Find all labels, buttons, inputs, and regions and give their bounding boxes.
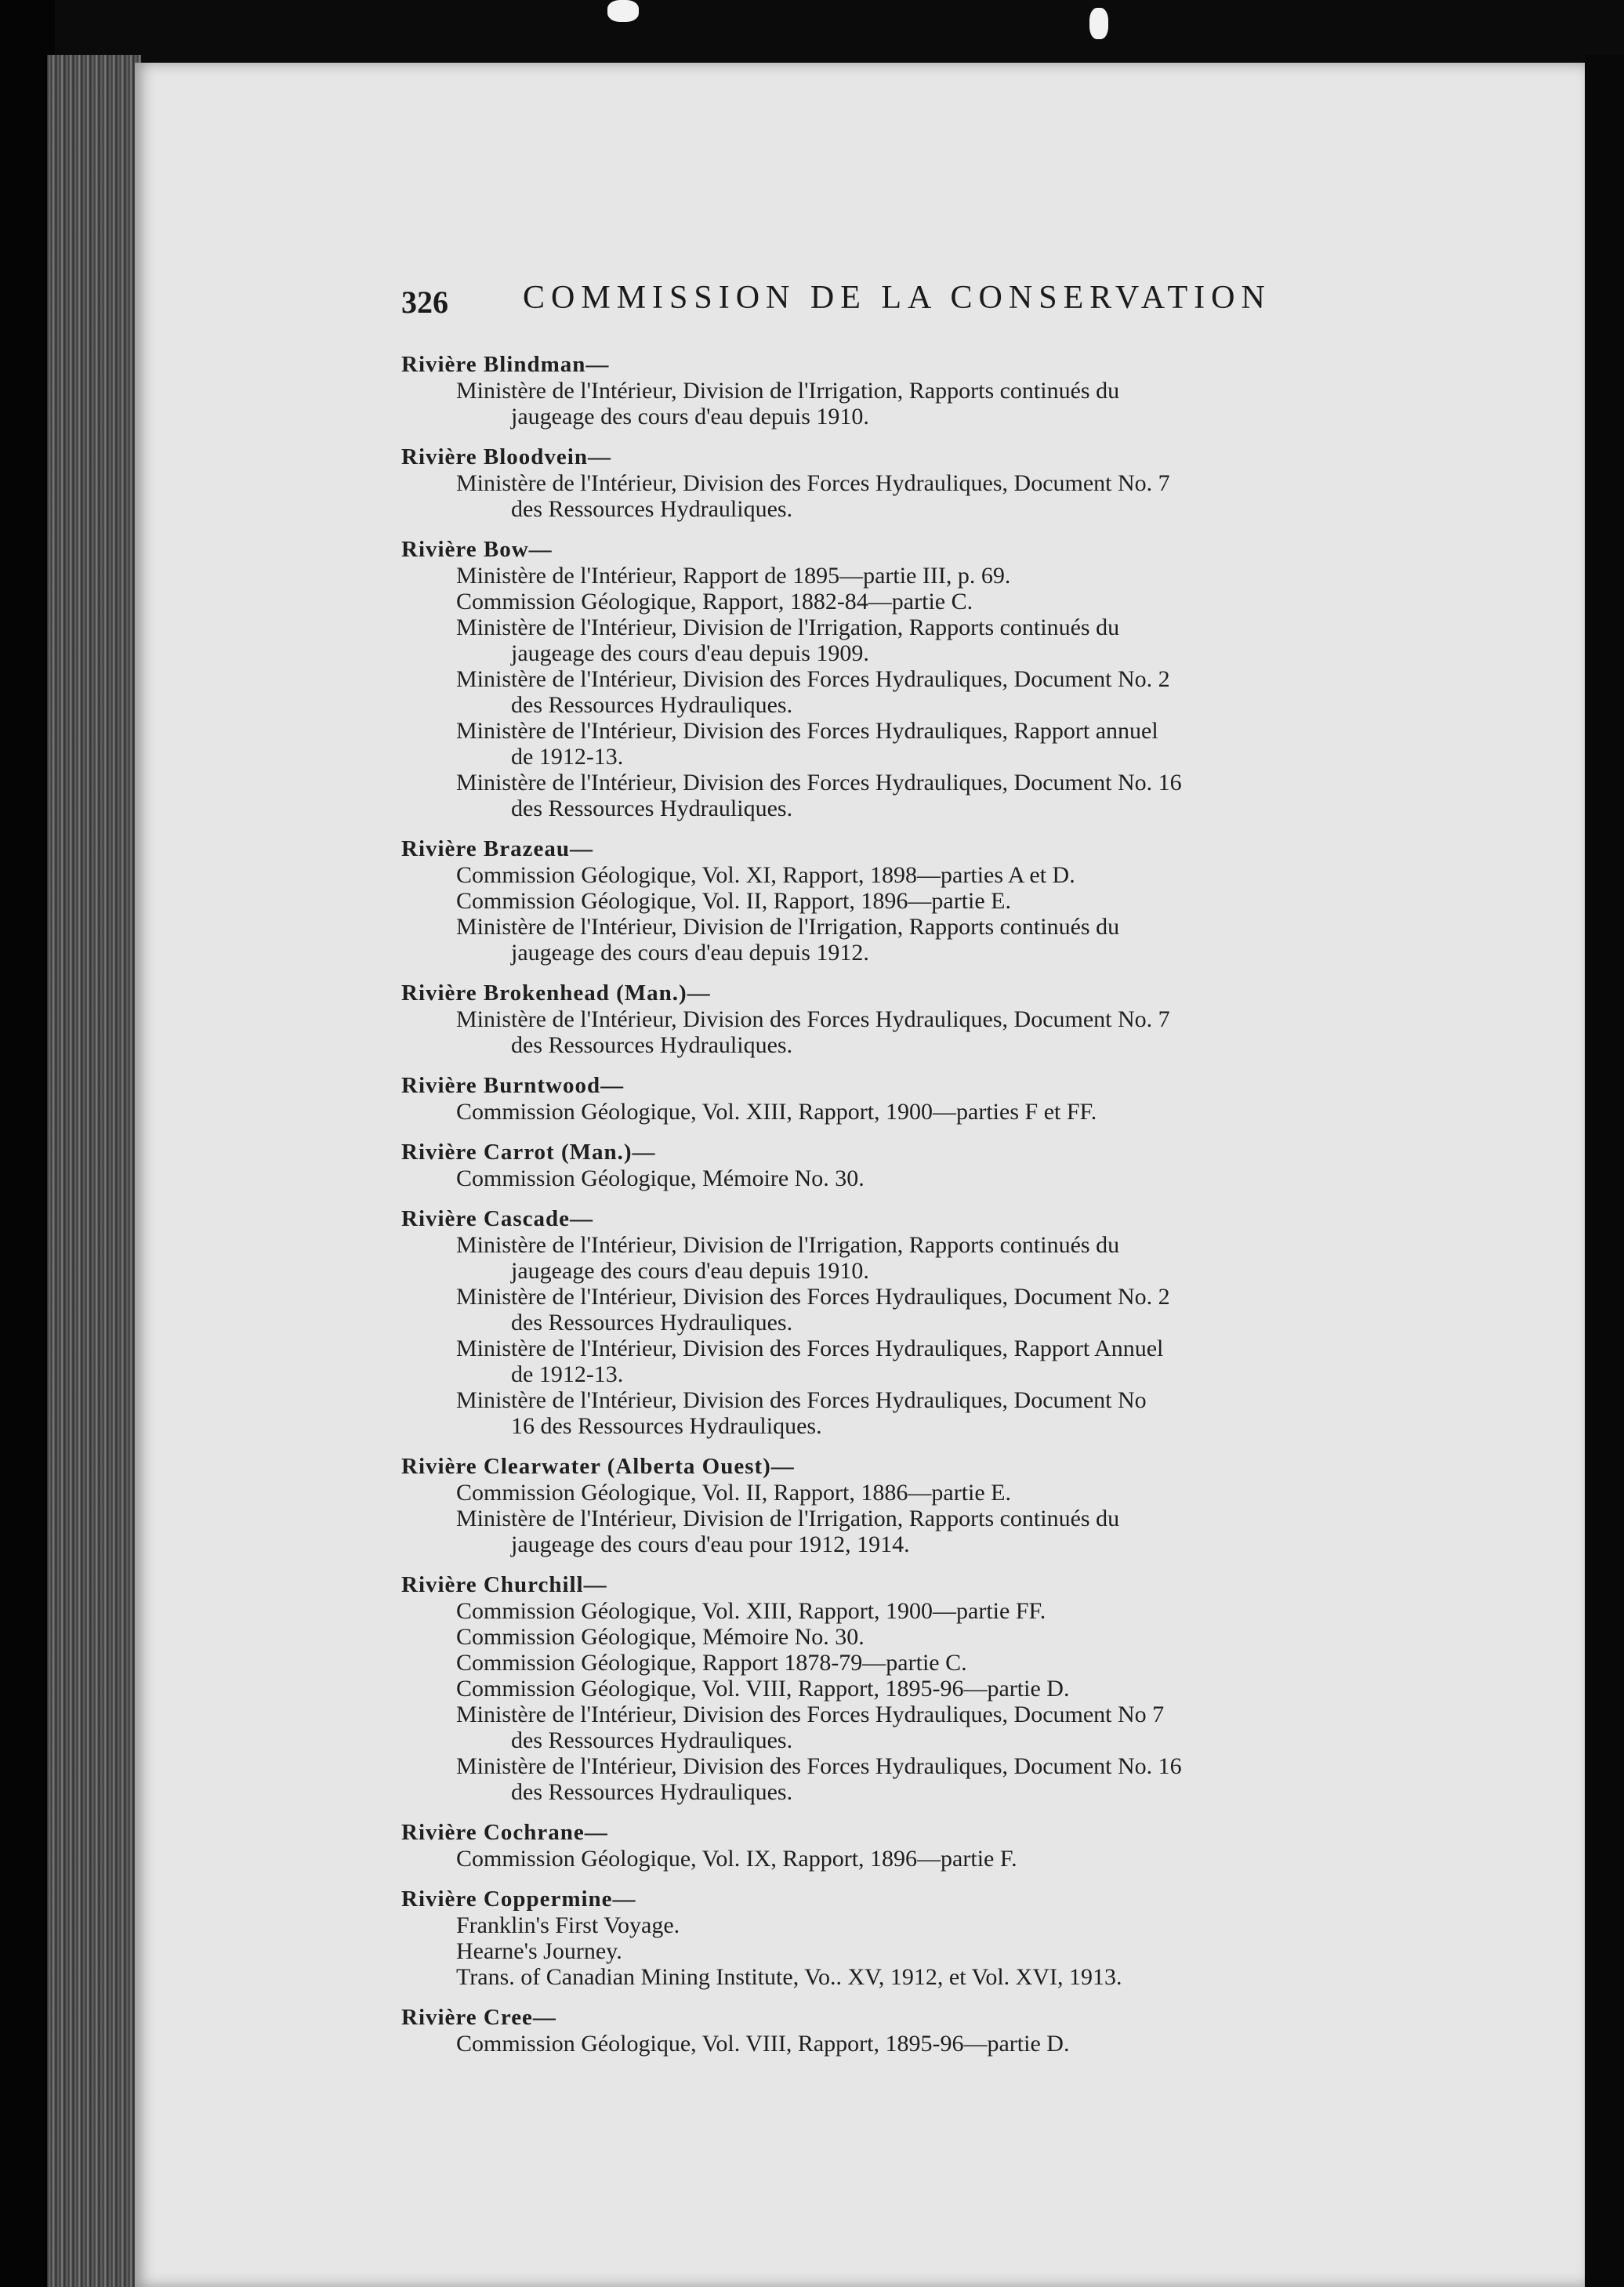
river-entry bbox=[401, 980, 1389, 1058]
reference-line: Ministère de l'Intérieur, Division des Forces Hydrauliques, Document No 7 bbox=[456, 1702, 1165, 1727]
reference-item bbox=[456, 1624, 1389, 1650]
entry-heading: Rivière Brazeau— bbox=[401, 836, 593, 861]
film-edge-right bbox=[1585, 55, 1624, 2287]
running-title: COMMISSION DE LA CONSERVATION bbox=[523, 280, 1271, 316]
entry-heading: Rivière Bow— bbox=[401, 537, 553, 562]
reference-line: Ministère de l'Intérieur, Division des Forces Hydrauliques, Rapport Annuel bbox=[456, 1336, 1164, 1361]
entry-heading: Rivière Brokenhead (Man.)— bbox=[401, 980, 711, 1006]
page-header bbox=[401, 276, 1342, 323]
film-speck bbox=[607, 0, 639, 22]
reference-line: Ministère de l'Intérieur, Division de l'Irrigation, Rapports continués du bbox=[456, 1506, 1120, 1531]
reference-line: Commission Géologique, Vol. VIII, Rapport, 1895-96—partie D. bbox=[456, 1676, 1070, 1702]
reference-item bbox=[456, 1753, 1389, 1805]
reference-item bbox=[456, 470, 1389, 522]
river-entry bbox=[401, 835, 1389, 966]
reference-line: Hearne's Journey. bbox=[456, 1938, 622, 1964]
river-entry bbox=[401, 351, 1389, 429]
reference-line: Commission Géologique, Vol. XIII, Rapport, 1900—partie FF. bbox=[456, 1598, 1046, 1624]
reference-item bbox=[456, 2031, 1389, 2057]
reference-item bbox=[456, 718, 1389, 770]
river-entry bbox=[401, 1886, 1389, 1990]
reference-continuation: de 1912-13. bbox=[511, 1361, 624, 1387]
reference-continuation: jaugeage des cours d'eau depuis 1910. bbox=[511, 1258, 869, 1284]
reference-line: Commission Géologique, Vol. II, Rapport, 1896—partie E. bbox=[456, 888, 1012, 914]
reference-line: Ministère de l'Intérieur, Division de l'Irrigation, Rapports continués du bbox=[456, 1232, 1120, 1258]
entry-heading: Rivière Cree— bbox=[401, 2005, 556, 2030]
reference-item bbox=[456, 1284, 1389, 1336]
reference-item bbox=[456, 614, 1389, 666]
reference-continuation: des Ressources Hydrauliques. bbox=[511, 692, 793, 718]
film-speck bbox=[1089, 8, 1108, 39]
reference-line: Ministère de l'Intérieur, Division des Forces Hydrauliques, Document No. 2 bbox=[456, 666, 1170, 692]
reference-line: Ministère de l'Intérieur, Division des Forces Hydrauliques, Document No. 7 bbox=[456, 1006, 1170, 1032]
reference-line: Ministère de l'Intérieur, Division de l'Irrigation, Rapports continués du bbox=[456, 614, 1120, 640]
reference-item bbox=[456, 666, 1389, 718]
reference-item bbox=[456, 1650, 1389, 1676]
reference-continuation: des Ressources Hydrauliques. bbox=[511, 496, 793, 522]
reference-item bbox=[456, 1099, 1389, 1125]
river-entry bbox=[401, 444, 1389, 522]
reference-line: Ministère de l'Intérieur, Division des Forces Hydrauliques, Document No bbox=[456, 1387, 1147, 1413]
reference-line: Commission Géologique, Mémoire No. 30. bbox=[456, 1165, 865, 1191]
entry-heading: Rivière Clearwater (Alberta Ouest)— bbox=[401, 1454, 795, 1479]
reference-continuation: jaugeage des cours d'eau depuis 1909. bbox=[511, 640, 869, 666]
reference-item bbox=[456, 589, 1389, 614]
reference-item bbox=[456, 1702, 1389, 1753]
reference-item bbox=[456, 1480, 1389, 1506]
entry-heading: Rivière Burntwood— bbox=[401, 1073, 625, 1098]
page-number: 326 bbox=[401, 285, 448, 320]
reference-line: Ministère de l'Intérieur, Division des Forces Hydrauliques, Document No. 2 bbox=[456, 1284, 1170, 1310]
entry-heading: Rivière Cochrane— bbox=[401, 1820, 608, 1845]
reference-continuation: jaugeage des cours d'eau pour 1912, 1914. bbox=[511, 1531, 910, 1557]
reference-continuation: des Ressources Hydrauliques. bbox=[511, 796, 793, 821]
reference-item bbox=[456, 378, 1389, 429]
reference-line: Trans. of Canadian Mining Institute, Vo.. XV, 1912, et Vol. XVI, 1913. bbox=[456, 1964, 1122, 1990]
reference-continuation: des Ressources Hydrauliques. bbox=[511, 1727, 793, 1753]
river-entry bbox=[401, 1571, 1389, 1805]
entry-heading: Rivière Carrot (Man.)— bbox=[401, 1140, 656, 1165]
reference-line: Ministère de l'Intérieur, Division des Forces Hydrauliques, Document No. 16 bbox=[456, 1753, 1182, 1779]
reference-continuation: jaugeage des cours d'eau depuis 1912. bbox=[511, 940, 869, 966]
reference-continuation: de 1912-13. bbox=[511, 744, 624, 770]
entry-heading: Rivière Blindman— bbox=[401, 352, 610, 377]
river-entry bbox=[401, 1819, 1389, 1872]
reference-item bbox=[456, 1232, 1389, 1284]
reference-line: Franklin's First Voyage. bbox=[456, 1912, 680, 1938]
reference-line: Commission Géologique, Vol. II, Rapport, 1886—partie E. bbox=[456, 1480, 1012, 1506]
reference-item bbox=[456, 1938, 1389, 1964]
river-entry bbox=[401, 1139, 1389, 1191]
reference-continuation: jaugeage des cours d'eau depuis 1910. bbox=[511, 404, 869, 429]
reference-line: Commission Géologique, Mémoire No. 30. bbox=[456, 1624, 865, 1650]
reference-item bbox=[456, 1506, 1389, 1557]
river-entry bbox=[401, 2004, 1389, 2057]
reference-line: Ministère de l'Intérieur, Division des Forces Hydrauliques, Document No. 16 bbox=[456, 770, 1182, 796]
reference-item bbox=[456, 1846, 1389, 1872]
reference-item bbox=[456, 1964, 1389, 1990]
entry-heading: Rivière Coppermine— bbox=[401, 1887, 636, 1912]
reference-item bbox=[456, 1676, 1389, 1702]
reference-line: Commission Géologique, Vol. VIII, Rapport, 1895-96—partie D. bbox=[456, 2031, 1070, 2057]
reference-line: Ministère de l'Intérieur, Division des Forces Hydrauliques, Document No. 7 bbox=[456, 470, 1170, 496]
entry-heading: Rivière Churchill— bbox=[401, 1572, 607, 1597]
reference-item bbox=[456, 914, 1389, 966]
reference-item bbox=[456, 563, 1389, 589]
reference-continuation: des Ressources Hydrauliques. bbox=[511, 1779, 793, 1805]
reference-item bbox=[456, 1165, 1389, 1191]
reference-continuation: 16 des Ressources Hydrauliques. bbox=[511, 1413, 822, 1439]
reference-line: Commission Géologique, Rapport 1878-79—partie C. bbox=[456, 1650, 967, 1676]
reference-continuation: des Ressources Hydrauliques. bbox=[511, 1032, 793, 1058]
reference-item bbox=[456, 770, 1389, 821]
book-binding bbox=[47, 55, 141, 2287]
reference-line: Commission Géologique, Rapport, 1882-84—partie C. bbox=[456, 589, 973, 614]
entry-heading: Rivière Bloodvein— bbox=[401, 444, 611, 469]
entry-list bbox=[401, 351, 1389, 2071]
entry-heading: Rivière Cascade— bbox=[401, 1206, 593, 1231]
reference-item bbox=[456, 1336, 1389, 1387]
river-entry bbox=[401, 1072, 1389, 1125]
river-entry bbox=[401, 536, 1389, 821]
reference-item bbox=[456, 1912, 1389, 1938]
reference-line: Ministère de l'Intérieur, Division de l'Irrigation, Rapports continués du bbox=[456, 378, 1120, 404]
reference-item bbox=[456, 1598, 1389, 1624]
reference-line: Ministère de l'Intérieur, Division de l'Irrigation, Rapports continués du bbox=[456, 914, 1120, 940]
reference-line: Commission Géologique, Vol. XIII, Rapport, 1900—parties F et FF. bbox=[456, 1099, 1097, 1125]
reference-item bbox=[456, 862, 1389, 888]
reference-continuation: des Ressources Hydrauliques. bbox=[511, 1310, 793, 1336]
river-entry bbox=[401, 1453, 1389, 1557]
reference-line: Commission Géologique, Vol. XI, Rapport, 1898—parties A et D. bbox=[456, 862, 1075, 888]
reference-line: Ministère de l'Intérieur, Division des Forces Hydrauliques, Rapport annuel bbox=[456, 718, 1158, 744]
reference-item bbox=[456, 1387, 1389, 1439]
reference-line: Ministère de l'Intérieur, Rapport de 1895—partie III, p. 69. bbox=[456, 563, 1011, 589]
river-entry bbox=[401, 1205, 1389, 1439]
reference-item bbox=[456, 888, 1389, 914]
reference-item bbox=[456, 1006, 1389, 1058]
reference-line: Commission Géologique, Vol. IX, Rapport, 1896—partie F. bbox=[456, 1846, 1017, 1872]
